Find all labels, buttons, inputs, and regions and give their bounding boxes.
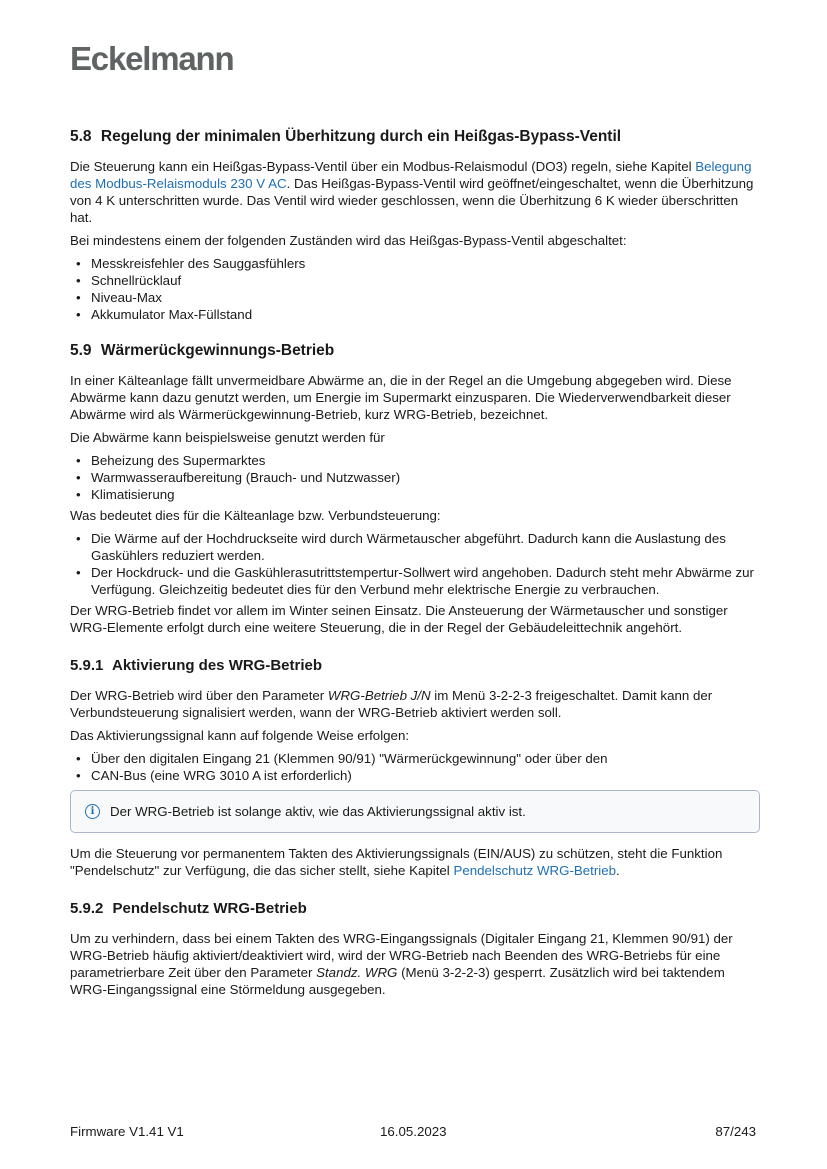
paragraph: In einer Kälteanlage fällt unvermeidbare Abwärme an, die in der Regel an die Umgebung abgegeben wird. Diese Abwärme kann dazu genutzt werden, um Energie im Supermarkt einzusparen. Die Wiederverwendbarkeit dieser Abwärme wird als Wärmerückgewinnung-Betrieb, kurz WRG-Betrieb, bezeichnet. xyxy=(70,373,732,422)
text: . Das Heißgas-Bypass-Ventil wird geöffnet/eingeschaltet, wenn die Überhitzung von 4 K unterschritten wurde. Das Ventil wird wieder geschlossen, wenn die Überhitzung 6 K wieder überschritten hat. xyxy=(70,176,754,225)
list-item: • Warmwasseraufbereitung (Brauch- und Nutzwasser) xyxy=(91,469,760,486)
note-text: Der WRG-Betrieb ist solange aktiv, wie das Aktivierungssignal aktiv ist. xyxy=(110,804,526,819)
text: . xyxy=(616,863,620,878)
section-number: 5.8 xyxy=(70,128,92,145)
bullet-list xyxy=(70,452,760,503)
section-number: 5.9 xyxy=(70,342,92,359)
list-item: • CAN-Bus (eine WRG 3010 A ist erforderlich) xyxy=(91,767,760,784)
section-title: Pendelschutz WRG-Betrieb xyxy=(112,900,307,917)
info-note xyxy=(70,790,760,833)
list-item: • Über den digitalen Eingang 21 (Klemmen 90/91) "Wärmerückgewinnung" oder über den xyxy=(91,750,760,767)
section-title: Aktivierung des WRG-Betrieb xyxy=(112,657,323,674)
section-heading-5-9-1 xyxy=(70,656,760,676)
list-item: • Beheizung des Supermarktes xyxy=(91,452,760,469)
bullet-list xyxy=(70,255,760,323)
text: Die Steuerung kann ein Heißgas-Bypass-Ventil über ein Modbus-Relaismodul (DO3) regeln, siehe Kapitel xyxy=(70,159,696,174)
section-heading-5-9 xyxy=(70,341,760,361)
text: im Menü 3-2-2-3 freigeschaltet. Damit kann der Verbundsteuerung signalisiert werden, wann der WRG-Betrieb aktiviert werden soll. xyxy=(70,688,713,720)
bullet-list xyxy=(70,750,760,784)
list-item: • Niveau-Max xyxy=(91,289,760,306)
list-item: • Klimatisierung xyxy=(91,486,760,503)
list-item: • Messkreisfehler des Sauggasfühlers xyxy=(91,255,760,272)
paragraph xyxy=(70,845,760,879)
paragraph: Die Abwärme kann beispielsweise genutzt werden für xyxy=(70,430,385,445)
list-item: • Die Wärme auf der Hochdruckseite wird durch Wärmetauscher abgeführt. Dadurch kann die Auslastung des Gaskühlers reduziert werden. xyxy=(91,530,760,564)
list-item: • Akkumulator Max-Füllstand xyxy=(91,306,760,323)
page-number: 87/243 xyxy=(715,1124,756,1139)
bullet-list xyxy=(70,530,760,598)
list-item: • Der Hockdruck- und die Gaskühlerasutrittstempertur-Sollwert wird angehoben. Dadurch steht mehr Abwärme zur Verfügung. Gleichzeitig bedeutet dies für den Verbund mehr elektrische Energie zu verbrauchen. xyxy=(91,564,760,598)
link-modbus-relaismodul[interactable]: Belegung des Modbus-Relaismoduls 230 V AC xyxy=(70,159,752,191)
text: Um die Steuerung vor permanentem Takten des Aktivierungssignals (EIN/AUS) zu schützen, steht die Funktion "Pendelschutz" zur Verfügung, die das sicher stellt, siehe Kapitel xyxy=(70,846,723,878)
company-logo: Eckelmann xyxy=(70,40,234,77)
paragraph xyxy=(70,930,760,998)
paragraph: Das Aktivierungssignal kann auf folgende Weise erfolgen: xyxy=(70,728,410,743)
section-number: 5.9.2 xyxy=(70,900,104,917)
list-item: • Schnellrücklauf xyxy=(91,272,760,289)
paragraph xyxy=(70,687,760,721)
paragraph xyxy=(70,158,760,226)
paragraph: Bei mindestens einem der folgenden Zuständen wird das Heißgas-Bypass-Ventil abgeschaltet: xyxy=(70,233,627,248)
parameter-name: Standz. WRG xyxy=(316,965,398,980)
firmware-version: Firmware V1.41 V1 xyxy=(70,1124,184,1139)
link-pendelschutz[interactable]: Pendelschutz WRG-Betrieb xyxy=(453,863,617,878)
section-title: Wärmerückgewinnungs-Betrieb xyxy=(100,342,335,359)
document-body xyxy=(70,127,760,1004)
info-icon: i xyxy=(85,804,100,819)
section-number: 5.9.1 xyxy=(70,657,104,674)
section-title: Regelung der minimalen Überhitzung durch ein Heißgas-Bypass-Ventil xyxy=(100,128,622,145)
text: Der WRG-Betrieb wird über den Parameter xyxy=(70,688,328,703)
text: Um zu verhindern, dass bei einem Takten des WRG-Eingangssignals (Digitaler Eingang 21, Klemmen 90/91) der WRG-Betrieb häufig aktiviert/deaktiviert wird, wird der WRG-Betrieb nach Beenden des WRG-Betriebs für eine parametrierbare Zeit über den Parameter xyxy=(70,931,733,980)
section-heading-5-8 xyxy=(70,127,760,147)
paragraph: Der WRG-Betrieb findet vor allem im Winter seinen Einsatz. Die Ansteuerung der Wärmetauscher und sonstiger WRG-Elemente erfolgt durch eine weitere Steuerung, die in der Regel der Gebäudeleittechnik angehört. xyxy=(70,603,728,635)
document-date: 16.05.2023 xyxy=(380,1124,447,1139)
text: (Menü 3-2-2-3) gesperrt. Zusätzlich wird bei taktendem WRG-Eingangssignal eine Störmeldung ausgegeben. xyxy=(70,965,725,997)
paragraph: Was bedeutet dies für die Kälteanlage bzw. Verbundsteuerung: xyxy=(70,508,441,523)
section-heading-5-9-2 xyxy=(70,899,760,919)
parameter-name: WRG-Betrieb J/N xyxy=(327,688,431,703)
